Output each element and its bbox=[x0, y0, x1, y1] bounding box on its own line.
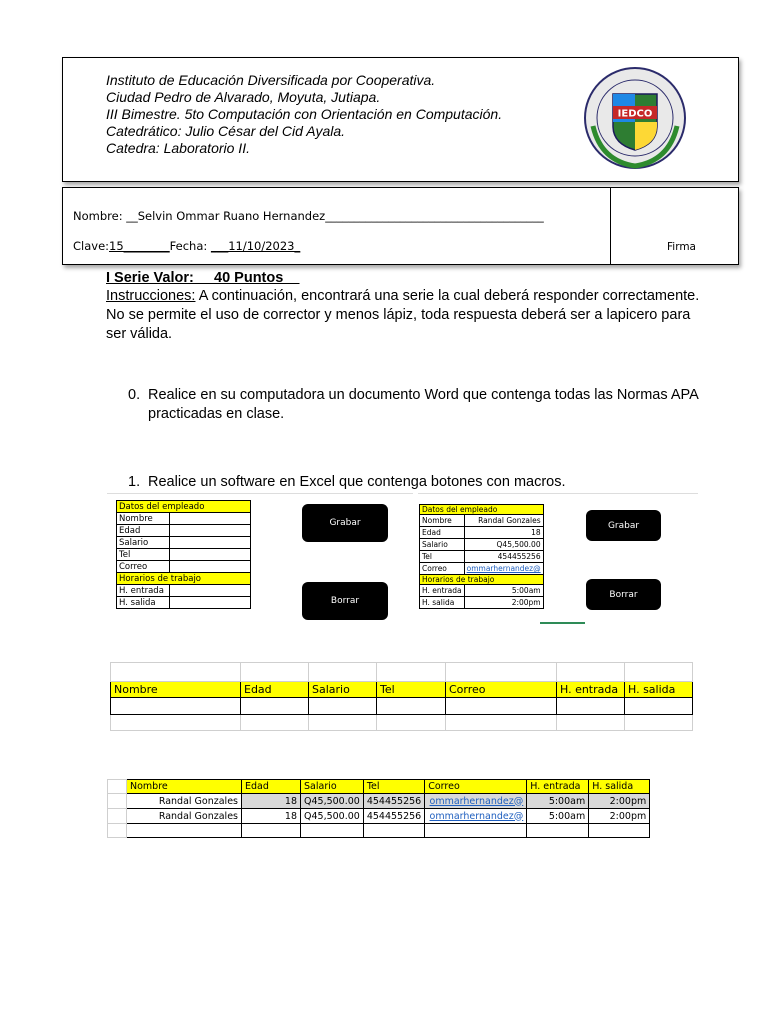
item-number: 1. bbox=[128, 474, 141, 490]
column-header: Nombre bbox=[127, 780, 242, 794]
borrar-button[interactable]: Borrar bbox=[586, 579, 661, 610]
field-label: Correo bbox=[420, 563, 465, 575]
column-header: H. entrada bbox=[527, 780, 589, 794]
table-cell[interactable]: 5:00am bbox=[527, 809, 589, 824]
table-cell[interactable] bbox=[111, 698, 241, 715]
column-header: H. entrada bbox=[557, 682, 625, 698]
table-cell[interactable]: 2:00pm bbox=[589, 809, 650, 824]
field-value[interactable]: Q45,500.00 bbox=[464, 539, 543, 551]
column-header: Tel bbox=[377, 682, 446, 698]
field-label: H. salida bbox=[117, 597, 170, 609]
table-cell[interactable]: ommarhernandez@ bbox=[425, 809, 527, 824]
field-label: H. entrada bbox=[420, 585, 465, 597]
form-header: Datos del empleado bbox=[117, 501, 251, 513]
column-header: Edad bbox=[241, 682, 309, 698]
field-input[interactable] bbox=[170, 513, 251, 525]
column-header: H. salida bbox=[589, 780, 650, 794]
field-label: Tel bbox=[420, 551, 465, 563]
field-label: Tel bbox=[117, 549, 170, 561]
table-cell[interactable] bbox=[309, 698, 377, 715]
school-logo bbox=[583, 66, 687, 170]
field-label: Nombre bbox=[420, 515, 465, 527]
field-label: Edad bbox=[117, 525, 170, 537]
table-cell[interactable] bbox=[589, 824, 650, 838]
fecha-label: Fecha: bbox=[169, 239, 208, 253]
table-cell[interactable] bbox=[527, 824, 589, 838]
instructions bbox=[106, 287, 706, 344]
table-cell[interactable]: Randal Gonzales bbox=[127, 809, 242, 824]
clave-value: 15________ bbox=[109, 239, 170, 253]
table-cell[interactable]: 454455256 bbox=[363, 809, 424, 824]
table-cell[interactable]: 454455256 bbox=[363, 794, 424, 809]
field-input[interactable] bbox=[170, 585, 251, 597]
table-cell[interactable] bbox=[377, 698, 446, 715]
field-label: Nombre bbox=[117, 513, 170, 525]
table-row bbox=[108, 809, 650, 824]
field-value[interactable]: 18 bbox=[464, 527, 543, 539]
borrar-button[interactable]: Borrar bbox=[302, 582, 388, 620]
column-header: Salario bbox=[309, 682, 377, 698]
table-cell[interactable] bbox=[127, 824, 242, 838]
table-cell[interactable] bbox=[241, 698, 309, 715]
logo-text: IEDCO bbox=[617, 108, 653, 120]
table-cell[interactable] bbox=[242, 824, 301, 838]
excel-form-empty bbox=[107, 493, 413, 624]
item-number: 0. bbox=[128, 387, 141, 403]
field-label: Edad bbox=[420, 527, 465, 539]
field-input[interactable] bbox=[170, 549, 251, 561]
field-value[interactable]: 454455256 bbox=[464, 551, 543, 563]
field-label: H. salida bbox=[420, 597, 465, 609]
table-cell[interactable]: Q45,500.00 bbox=[301, 809, 364, 824]
column-header: Correo bbox=[446, 682, 557, 698]
column-header: Nombre bbox=[111, 682, 241, 698]
table-cell[interactable]: Randal Gonzales bbox=[127, 794, 242, 809]
table-cell[interactable]: Q45,500.00 bbox=[301, 794, 364, 809]
header-line-course: Catedra: Laboratorio II. bbox=[106, 140, 250, 156]
table-cell[interactable]: 5:00am bbox=[527, 794, 589, 809]
table-cell[interactable]: 18 bbox=[242, 794, 301, 809]
field-input[interactable] bbox=[170, 525, 251, 537]
table-cell[interactable] bbox=[363, 824, 424, 838]
table-row bbox=[108, 794, 650, 809]
list-item bbox=[128, 386, 718, 424]
field-value[interactable]: Randal Gonzales bbox=[464, 515, 543, 527]
serie-title: I Serie Valor: __40 Puntos__ bbox=[106, 270, 300, 286]
selected-cell-marker bbox=[540, 622, 585, 624]
grabar-button[interactable]: Grabar bbox=[586, 510, 661, 541]
grabar-button[interactable]: Grabar bbox=[302, 504, 388, 542]
table-cell[interactable]: ommarhernandez@ bbox=[425, 794, 527, 809]
field-value[interactable]: 2:00pm bbox=[464, 597, 543, 609]
clave-label: Clave: bbox=[73, 239, 110, 253]
form-header: Datos del empleado bbox=[420, 505, 544, 515]
excel-table-filled bbox=[107, 779, 650, 838]
excel-form-filled bbox=[418, 493, 698, 624]
field-label: Correo bbox=[117, 561, 170, 573]
column-header: Correo bbox=[425, 780, 527, 794]
firma-label: Firma bbox=[667, 241, 696, 253]
table-cell[interactable] bbox=[557, 698, 625, 715]
field-label: H. entrada bbox=[117, 585, 170, 597]
header-line-city: Ciudad Pedro de Alvarado, Moyuta, Jutiapa. bbox=[106, 89, 381, 105]
field-label: Salario bbox=[420, 539, 465, 551]
table-cell[interactable] bbox=[425, 824, 527, 838]
column-header: Tel bbox=[363, 780, 424, 794]
header-line-bimestre: III Bimestre. 5to Computación con Orientación en Computación. bbox=[106, 106, 503, 122]
column-header: H. salida bbox=[625, 682, 693, 698]
institution-header bbox=[62, 57, 739, 182]
header-line-teacher: Catedrático: Julio César del Cid Ayala. bbox=[106, 123, 346, 139]
student-info-box bbox=[62, 187, 739, 265]
nombre-value: __Selvin Ommar Ruano Hernandez______________________________________ bbox=[126, 209, 544, 223]
field-value[interactable]: 5:00am bbox=[464, 585, 543, 597]
form-subheader: Horarios de trabajo bbox=[420, 575, 544, 585]
excel-table-empty bbox=[110, 662, 693, 731]
list-item bbox=[128, 473, 718, 492]
form-subheader: Horarios de trabajo bbox=[117, 573, 251, 585]
table-cell[interactable] bbox=[446, 698, 557, 715]
field-value[interactable]: ommarhernandez@ bbox=[464, 563, 543, 575]
item-text: Realice un software en Excel que contenga botones con macros. bbox=[148, 474, 566, 490]
signature-divider bbox=[610, 188, 611, 264]
field-input[interactable] bbox=[170, 561, 251, 573]
nombre-label: Nombre: bbox=[73, 209, 123, 223]
column-header: Edad bbox=[242, 780, 301, 794]
table-cell[interactable] bbox=[625, 698, 693, 715]
field-input[interactable] bbox=[170, 597, 251, 609]
instructions-text: A continuación, encontrará una serie la cual deberá responder correctamente. No se permite el uso de corrector y menos lápiz, toda respuesta deberá ser a lapicero para ser válida. bbox=[106, 288, 700, 342]
table-cell[interactable]: 18 bbox=[242, 809, 301, 824]
instructions-label: Instrucciones: bbox=[106, 288, 196, 304]
fecha-value: ___11/10/2023_ bbox=[210, 239, 301, 253]
table-cell[interactable]: 2:00pm bbox=[589, 794, 650, 809]
table-cell[interactable] bbox=[301, 824, 364, 838]
field-input[interactable] bbox=[170, 537, 251, 549]
item-text: Realice en su computadora un documento Word que contenga todas las Normas APA practicadas en clase. bbox=[148, 387, 698, 422]
field-label: Salario bbox=[117, 537, 170, 549]
column-header: Salario bbox=[301, 780, 364, 794]
header-line-institute: Instituto de Educación Diversificada por Cooperativa. bbox=[106, 72, 436, 88]
